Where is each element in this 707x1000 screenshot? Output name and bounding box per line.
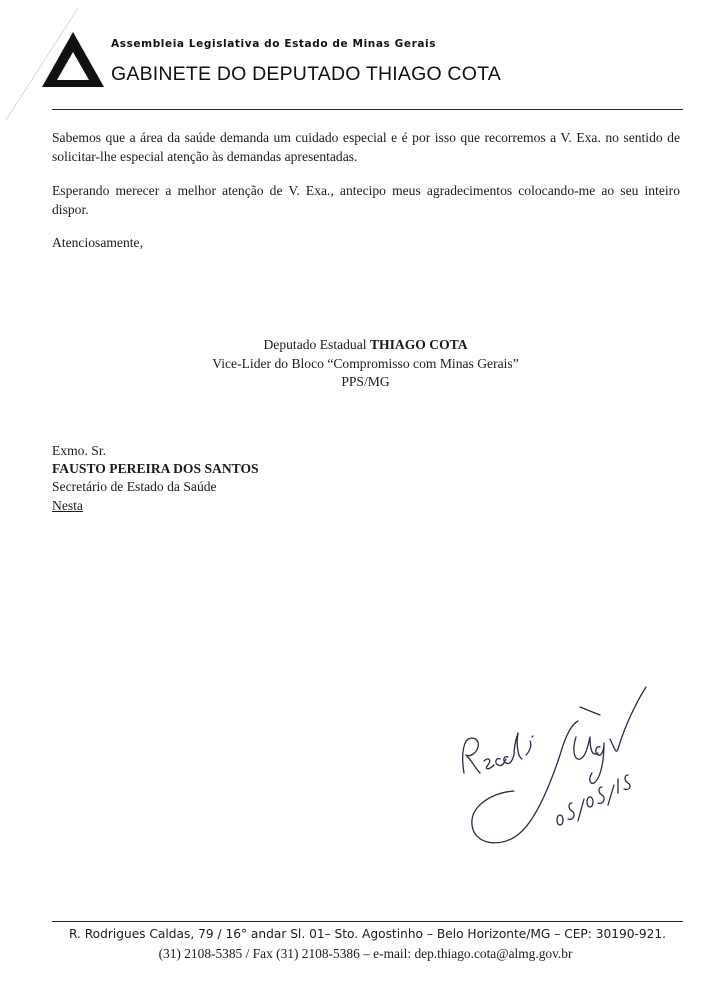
office-title: GABINETE DO DEPUTADO THIAGO COTA xyxy=(111,63,501,85)
footer-divider xyxy=(52,921,683,922)
paragraph-1: Sabemos que a área da saúde demanda um cuidado especial e é por isso que recorremos a V. Exa. no sentido de solicitar-lhe especial atenção às demandas apresentadas. xyxy=(52,130,680,164)
signature-role: Vice-Lider do Bloco “Compromisso com Minas Gerais” xyxy=(212,356,519,371)
addressee-title: Secretário de Estado da Saúde xyxy=(52,479,217,494)
closing: Atenciosamente, xyxy=(52,235,143,250)
signature-party: PPS/MG xyxy=(341,374,390,389)
signature-prefix: Deputado Estadual xyxy=(263,337,370,352)
addressee-name: FAUSTO PEREIRA DOS SANTOS xyxy=(52,461,259,476)
institution-name: Assembleia Legislativa do Estado de Minas Gerais xyxy=(111,38,437,50)
footer-contact: (31) 2108-5385 / Fax (31) 2108-5386 – e-mail: dep.thiago.cota@almg.gov.br xyxy=(158,946,573,961)
signature-name-line xyxy=(12,336,707,355)
signature-name: THIAGO COTA xyxy=(369,337,468,352)
handwritten-signature-icon xyxy=(450,675,650,865)
paragraph-2: Esperando merecer a melhor atenção de V. Exa., antecipo meus agradecimentos colocando-me ao seu inteiro dispor. xyxy=(52,183,680,217)
addressee-location: Nesta xyxy=(52,498,83,513)
footer-address: R. Rodrigues Caldas, 79 / 16° andar Sl. 01– Sto. Agostinho – Belo Horizonte/MG – CEP: 30190-921. xyxy=(68,927,667,941)
header-divider xyxy=(52,109,683,110)
addressee-salutation: Exmo. Sr. xyxy=(52,443,107,458)
triangle-logo-icon xyxy=(40,30,106,90)
